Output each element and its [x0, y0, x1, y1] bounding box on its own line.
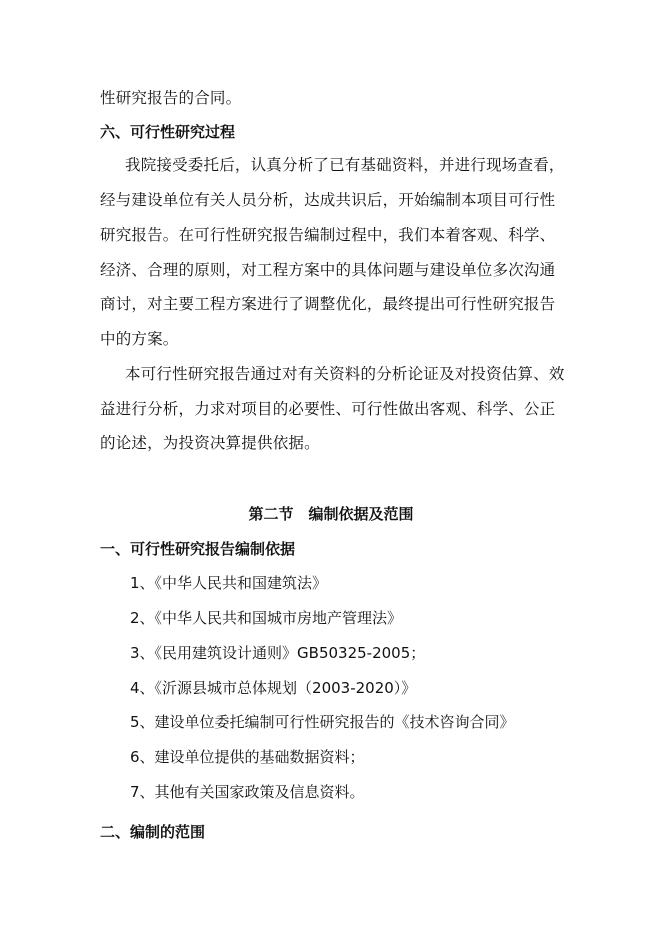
intro-tail-text: 性研究报告的合同。: [100, 89, 242, 107]
list-item: 2、《中华人民共和国城市房地产管理法》: [130, 609, 403, 627]
paragraph-line: 商讨，对主要工程方案进行了调整优化，最终提出可行性研究报告: [100, 295, 556, 313]
paragraph-line: 研究报告。在可行性研究报告编制过程中，我们本着客观、科学、: [100, 226, 556, 244]
paragraph-line: 益进行分析，力求对项目的必要性、可行性做出客观、科学、公正: [100, 400, 556, 418]
list-item: 7、其他有关国家政策及信息资料。: [130, 783, 365, 801]
paragraph-line: 的论述，为投资决算提供依据。: [100, 434, 320, 452]
paragraph-line: 经济、合理的原则，对工程方案中的具体问题与建设单位多次沟通: [100, 261, 556, 279]
list-item: 4、《沂源县城市总体规划（2003-2020）》: [130, 679, 417, 697]
list-item: 1、《中华人民共和国建筑法》: [130, 574, 328, 592]
section6-heading: 六、可行性研究过程: [100, 123, 236, 141]
list-item: 6、建设单位提供的基础数据资料；: [130, 748, 365, 766]
list-item: 5、建设单位委托编制可行性研究报告的《技术咨询合同》: [130, 713, 515, 731]
section-title: 第二节 编制依据及范围: [248, 505, 414, 523]
paragraph-line: 经与建设单位有关人员分析，达成共识后，开始编制本项目可行性: [100, 191, 556, 209]
paragraph-line: 中的方案。: [100, 330, 179, 348]
subsection-heading: 二、编制的范围: [100, 823, 206, 841]
paragraph-line: 我院接受委托后，认真分析了已有基础资料，并进行现场查看，: [125, 156, 565, 174]
list-item: 3、《民用建筑设计通则》GB50325-2005；: [130, 644, 426, 662]
subsection-heading: 一、可行性研究报告编制依据: [100, 540, 296, 558]
paragraph-line: 本可行性研究报告通过对有关资料的分析论证及对投资估算、效: [125, 365, 565, 383]
